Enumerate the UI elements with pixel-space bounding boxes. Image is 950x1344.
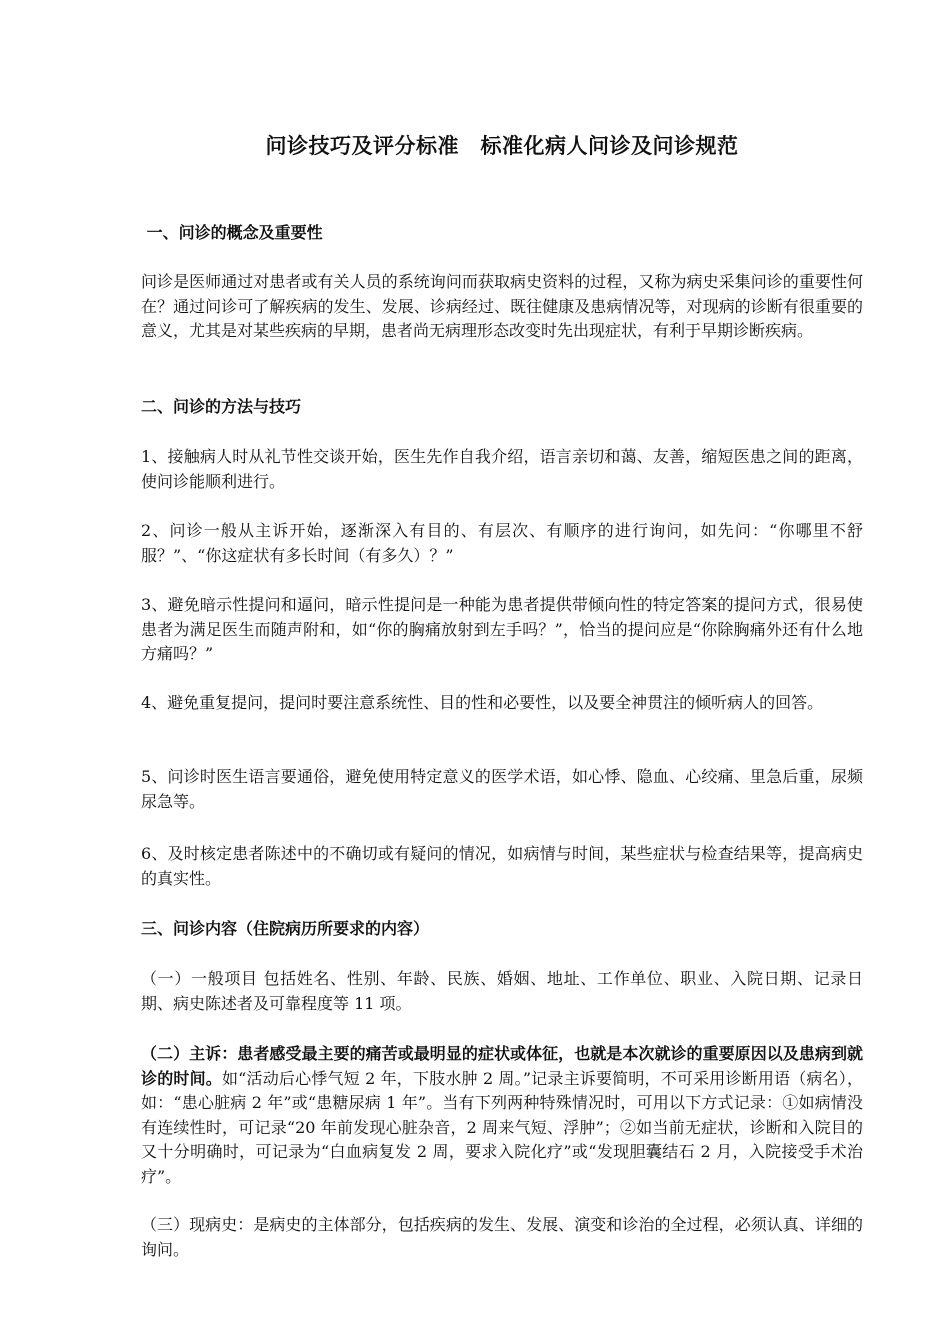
paragraph-general-items: （一）一般项目 包括姓名、性别、年龄、民族、婚姻、地址、工作单位、职业、入院日期、记录日期、病史陈述者及可靠程度等 11 项。	[141, 969, 863, 1013]
section-heading-concept: 一、问诊的概念及重要性	[141, 223, 323, 242]
section-heading-content: 三、问诊内容（住院病历所要求的内容）	[141, 919, 430, 938]
chief-complaint-details: 如“活动后心悸气短 2 年，下肢水肿 2 周。”记录主诉要简明，不可采用诊断用语（病名），如：“患心脏病 2 年”或“患糖尿病 1 年”。当有下列两种特殊情况时，可用以下方式记录：①如病情没有连续性时，可记录“20 年前发现心脏杂音，2 周来气短、浮肿”；②如当前无症状，诊断和入院目的又十分明确时，可记录为“白血病复发 2 周，要求入院化疗”或“发现胆囊结石 2 月，入院接受手术治疗”。	[141, 1068, 863, 1186]
list-item-method-3: 3、避免暗示性提问和逼问，暗示性提问是一种能为患者提供带倾向性的特定答案的提问方式，很易使患者为满足医生而随声附和，如“你的胸痛放射到左手吗？”，恰当的提问应是“你除胸痛外还有什么地方痛吗？”	[141, 595, 863, 663]
list-item-method-5: 5、问诊时医生语言要通俗，避免使用特定意义的医学术语，如心悸、隐血、心绞痛、里急后重，尿频尿急等。	[141, 767, 863, 811]
section-heading-methods: 二、问诊的方法与技巧	[141, 397, 302, 416]
paragraph-concept: 问诊是医师通过对患者或有关人员的系统询问而获取病史资料的过程，又称为病史采集问诊的重要性何在？通过问诊可了解疾病的发生、发展、诊病经过、既往健康及患病情况等，对现病的诊断有很重要的意义，尤其是对某些疾病的早期，患者尚无病理形态改变时先出现症状，有利于早期诊断疾病。	[141, 272, 863, 340]
chief-complaint-definition: （二）主诉：患者感受最主要的痛苦或最明显的症状或体征，也就是本次就诊的重要原因以及患病到就诊的时间。	[141, 1044, 863, 1088]
list-item-method-1: 1、接触病人时从礼节性交谈开始，医生先作自我介绍，语言亲切和蔼、友善，缩短医患之间的距离，使问诊能顺利进行。	[141, 447, 863, 491]
paragraph-present-illness: （三）现病史：是病史的主体部分，包括疾病的发生、发展、演变和诊治的全过程，必须认真、详细的询问。	[141, 1215, 863, 1259]
list-item-method-6: 6、及时核定患者陈述中的不确切或有疑问的情况，如病情与时间，某些症状与检查结果等，提高病史的真实性。	[141, 844, 863, 888]
paragraph-chief-complaint	[141, 1042, 863, 1189]
list-item-method-2: 2、问诊一般从主诉开始，逐渐深入有目的、有层次、有顺序的进行询问，如先问：“你哪里不舒服？”、“你这症状有多长时间（有多久）？”	[141, 521, 863, 565]
list-item-method-4: 4、避免重复提问，提问时要注意系统性、目的性和必要性，以及要全神贯注的倾听病人的回答。	[141, 693, 824, 712]
document-title: 问诊技巧及评分标准 标准化病人问诊及问诊规范	[265, 134, 739, 158]
